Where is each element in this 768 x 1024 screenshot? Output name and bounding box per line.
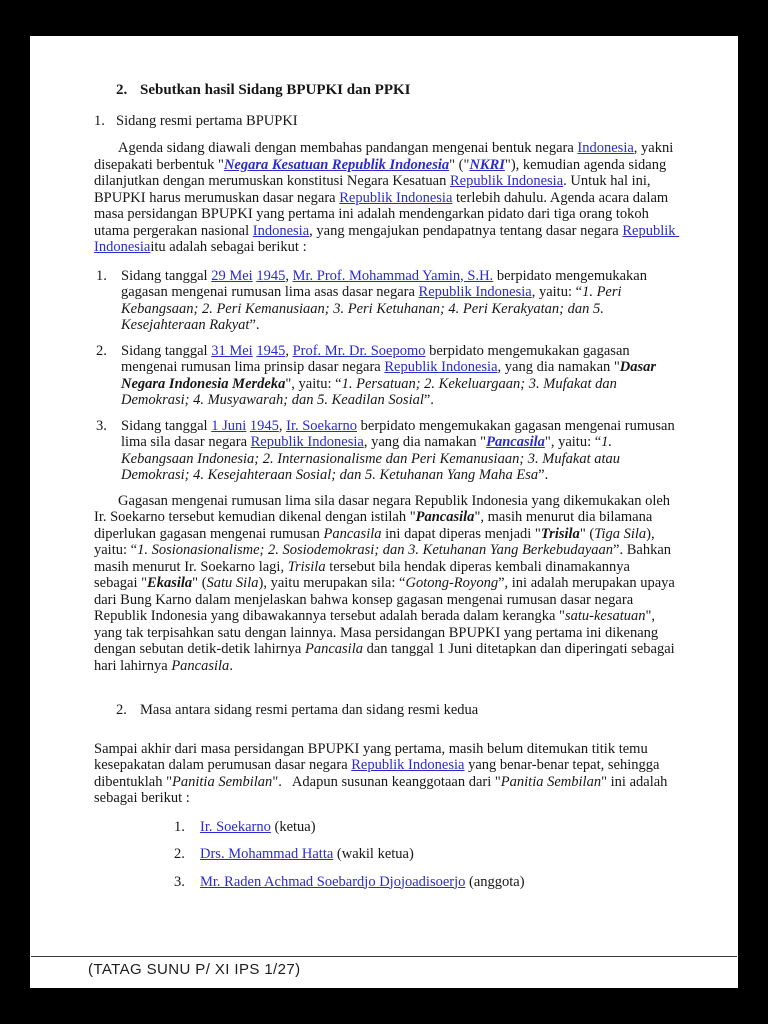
member-item	[174, 846, 676, 863]
text-run: " ini adalah sebagai berikut :	[94, 773, 672, 806]
text-run: Tiga Sila	[594, 525, 647, 542]
text-link[interactable]: Ir. Soekarno	[286, 417, 358, 434]
text-run: Gagasan mengenai rumusan lima sila dasar negara Republik Indonesia yang dikemukakan oleh Ir. Soekarno tersebut kemudian dikenal dengan istilah "	[94, 492, 674, 525]
text-run: . Untuk hal ini, BPUPKI harus merumuskan dasar negara	[94, 173, 655, 206]
section1-heading-text: Sidang resmi pertama BPUPKI	[116, 112, 298, 129]
text-run: " ("	[449, 156, 470, 173]
text-run: (anggota)	[465, 873, 525, 890]
text-run: ), yaitu: “	[94, 525, 659, 558]
text-link[interactable]: 1945	[249, 417, 279, 434]
list-item-body	[121, 268, 676, 334]
text-run: Panitia Sembilan	[500, 773, 602, 790]
text-run: berpidato mengemukakan gagasan mengenai rumusan lima sila dasar negara	[121, 417, 679, 450]
text-link[interactable]: NKRI	[469, 156, 505, 173]
text-run: ), yaitu merupakan sila: “	[258, 575, 406, 591]
text-link[interactable]: Indonesia	[577, 140, 634, 156]
text-link[interactable]: Pancasila	[486, 434, 545, 450]
text-run: itu adalah sebagai berikut :	[150, 239, 307, 255]
text-link[interactable]: Republik Indonesia	[351, 757, 465, 773]
text-run: , yang dia namakan "	[363, 434, 487, 450]
text-run: Trisila	[287, 558, 326, 575]
text-run: ", masih menurut dia bilamana diperlukan gagasan mengenai rumusan	[94, 509, 656, 542]
member-item	[174, 874, 676, 891]
text-link[interactable]: Mr. Prof. Mohammad Yamin, S.H.	[292, 267, 494, 284]
list-item	[96, 417, 679, 484]
text-run: Sidang tanggal	[121, 267, 212, 284]
text-run: Satu Sila	[206, 575, 259, 591]
text-link[interactable]: Republik Indonesia	[449, 173, 564, 189]
text-run: Ekasila	[147, 575, 193, 591]
text-link[interactable]: Negara Kesatuan Republik Indonesia	[223, 156, 450, 173]
text-link[interactable]: 1945	[256, 267, 286, 284]
text-run: (ketua)	[270, 818, 316, 835]
text-run: "), kemudian agenda sidang dilanjutkan dengan merumuskan konstitusi Negara Kesatuan	[94, 156, 670, 189]
text-run: ". Adapun susunan keanggotaan dari "	[272, 773, 501, 790]
text-link[interactable]: 31 Mei	[211, 342, 253, 359]
text-link[interactable]: Prof. Mr. Dr. Soepomo	[292, 342, 426, 359]
text-run: terlebih dahulu. Agenda acara dalam masa persidangan BPUPKI yang pertama ini adalah mendengarkan pidato dari tiga orang tokoh utama pergerakan nasional	[94, 189, 672, 239]
text-run: ", yang tak terpisahkan satu dengan lainnya. Masa persidangan BPUPKI yang pertama ini dikenang dengan sebutan detik-detik lahirnya	[94, 608, 662, 657]
text-run: satu-kesatuan	[564, 608, 646, 624]
text-run: Sampai akhir dari masa persidangan BPUPKI yang pertama, masih belum ditemukan titik temu kesepakatan dalam perumusan dasar negara	[94, 740, 652, 773]
text-run: ini dapat diperas menjadi "	[381, 525, 541, 542]
text-run: " (	[579, 525, 595, 542]
section1-heading-number: 1.	[94, 112, 105, 129]
text-run: ", yaitu: “	[285, 375, 342, 392]
paragraph-3	[94, 741, 676, 807]
text-run: ,	[285, 267, 293, 284]
text-run: Trisila	[540, 525, 580, 542]
text-link[interactable]: 29 Mei	[211, 267, 253, 284]
text-run: Agenda sidang diawali dengan membahas pandangan mengenai bentuk negara	[118, 140, 578, 156]
list-item-body	[121, 417, 679, 484]
text-link[interactable]: Republik Indonesia	[339, 189, 453, 206]
text-run: , yang mengajukan pendapatnya tentang dasar negara	[309, 222, 623, 239]
text-link[interactable]: 1 Juni	[211, 417, 247, 434]
list-item	[96, 268, 676, 334]
text-link[interactable]: Drs. Mohammad Hatta	[200, 846, 334, 862]
page-footer	[30, 956, 738, 979]
text-run: ,	[285, 342, 293, 359]
text-link[interactable]: Indonesia	[252, 222, 310, 239]
footer-text: (TATAG SUNU P/ XI IPS 1/27)	[88, 960, 301, 978]
text-run: 1. Sosionasionalisme; 2. Sosiodemokrasi; dan 3. Ketuhanan Yang Berkebudayaan	[137, 542, 614, 558]
text-run: tersebut bila hendak diperas kembali dinamakannya sebagai "	[94, 558, 634, 591]
text-run: Dasar Negara Indonesia Merdeka	[121, 359, 660, 392]
text-link[interactable]: Republik Indonesia	[384, 359, 498, 375]
text-link[interactable]: 1945	[256, 342, 286, 359]
text-run: " (	[192, 575, 207, 591]
text-run: berpidato mengemukakan gagasan mengenai rumusan lima asas dasar negara	[121, 267, 651, 300]
text-run: , yaitu: “	[531, 284, 583, 300]
text-link[interactable]: Republik Indonesia	[250, 434, 364, 450]
text-run: Gotong-Royong	[405, 575, 499, 591]
member-body	[200, 846, 676, 863]
text-run: yang benar-benar tepat, sehingga dibentuklah "	[94, 757, 664, 790]
list-item-number: 2.	[96, 342, 107, 359]
text-run: Pancasila	[171, 657, 230, 674]
text-run: ”.	[423, 392, 434, 408]
text-run: dan tanggal 1 Juni ditetapkan dan diperingati sebagai hari lahirnya	[94, 641, 679, 674]
list-item-number: 1.	[96, 267, 107, 284]
title-text: Sebutkan hasil Sidang BPUPKI dan PPKI	[140, 82, 411, 98]
text-run: 1. Peri Kebangsaan; 2. Peri Kemanusiaan; 3. Peri Ketuhanan; 4. Peri Kerakyatan; dan 5. Kesejahteraan Rakyat	[121, 284, 626, 333]
text-run: ”. Bahkan masih menurut Ir. Soekarno lagi,	[94, 542, 675, 575]
member-body	[200, 874, 676, 891]
text-link[interactable]: Mr. Raden Achmad Soebardjo Djojoadisoerjo	[200, 873, 466, 890]
text-link[interactable]: Ir. Soekarno	[200, 818, 271, 835]
text-run: ”, ini adalah merupakan upaya dari Bung Karno dalam menjelaskan bahwa konsep gagasan mengenai rumusan dasar negara Republik Indonesia yang dibawakannya tersebut adalah berada dalam kerangka "	[94, 575, 679, 624]
speech-list	[94, 267, 679, 484]
title-number: 2.	[116, 82, 128, 98]
text-run: .	[229, 657, 233, 674]
member-item	[174, 819, 676, 836]
member-number: 1.	[174, 818, 185, 835]
text-run: , yang dia namakan "	[497, 359, 620, 375]
text-run: Sidang tanggal	[121, 417, 212, 434]
text-run: Pancasila	[415, 509, 475, 525]
members-list	[174, 819, 676, 891]
section1-heading	[94, 113, 676, 130]
text-run: ”.	[249, 317, 260, 333]
text-link[interactable]: Republik Indonesia	[418, 284, 532, 300]
section2-heading-text: Masa antara sidang resmi pertama dan sidang resmi kedua	[140, 702, 479, 718]
text-run: ,	[278, 417, 287, 434]
section2-heading	[116, 702, 676, 719]
document-page	[30, 36, 738, 988]
text-run: ", yaitu: “	[544, 434, 602, 450]
text-run: 1. Kebangsaan Indonesia; 2. Internasionalisme dan Peri Kemanusiaan; 3. Mufakat atau Demokrasi; 4. Kesejahteraan Sosial; dan 5. Ketuhanan Yang Maha Esa	[121, 434, 624, 483]
paragraph-1	[94, 140, 680, 256]
document-content	[30, 36, 738, 890]
list-item	[96, 343, 676, 409]
text-run: Panitia Sembilan	[172, 773, 273, 790]
member-body	[200, 819, 676, 836]
text-link[interactable]: Republik Indonesia	[94, 222, 680, 255]
text-run: 1. Persatuan; 2. Kekeluargaan; 3. Mufakat dan Demokrasi; 4. Musyawarah; dan 5. Keadilan Sosial	[121, 375, 621, 408]
member-number: 2.	[174, 846, 185, 862]
list-item-body	[121, 343, 676, 409]
section2-heading-number: 2.	[116, 702, 127, 718]
text-run: Pancasila	[323, 525, 382, 542]
text-run: (wakil ketua)	[333, 846, 414, 862]
text-run: Sidang tanggal	[121, 342, 212, 359]
text-run: , yakni disepakati berbentuk "	[94, 140, 677, 173]
member-number: 3.	[174, 873, 185, 890]
document-title	[116, 82, 676, 99]
text-run: Pancasila	[305, 641, 363, 657]
paragraph-2	[94, 492, 679, 675]
text-run: berpidato mengemukakan gagasan mengenai rumusan lima prinsip dasar negara	[121, 342, 634, 375]
list-item-number: 3.	[96, 417, 107, 434]
text-run: ”.	[538, 467, 549, 483]
